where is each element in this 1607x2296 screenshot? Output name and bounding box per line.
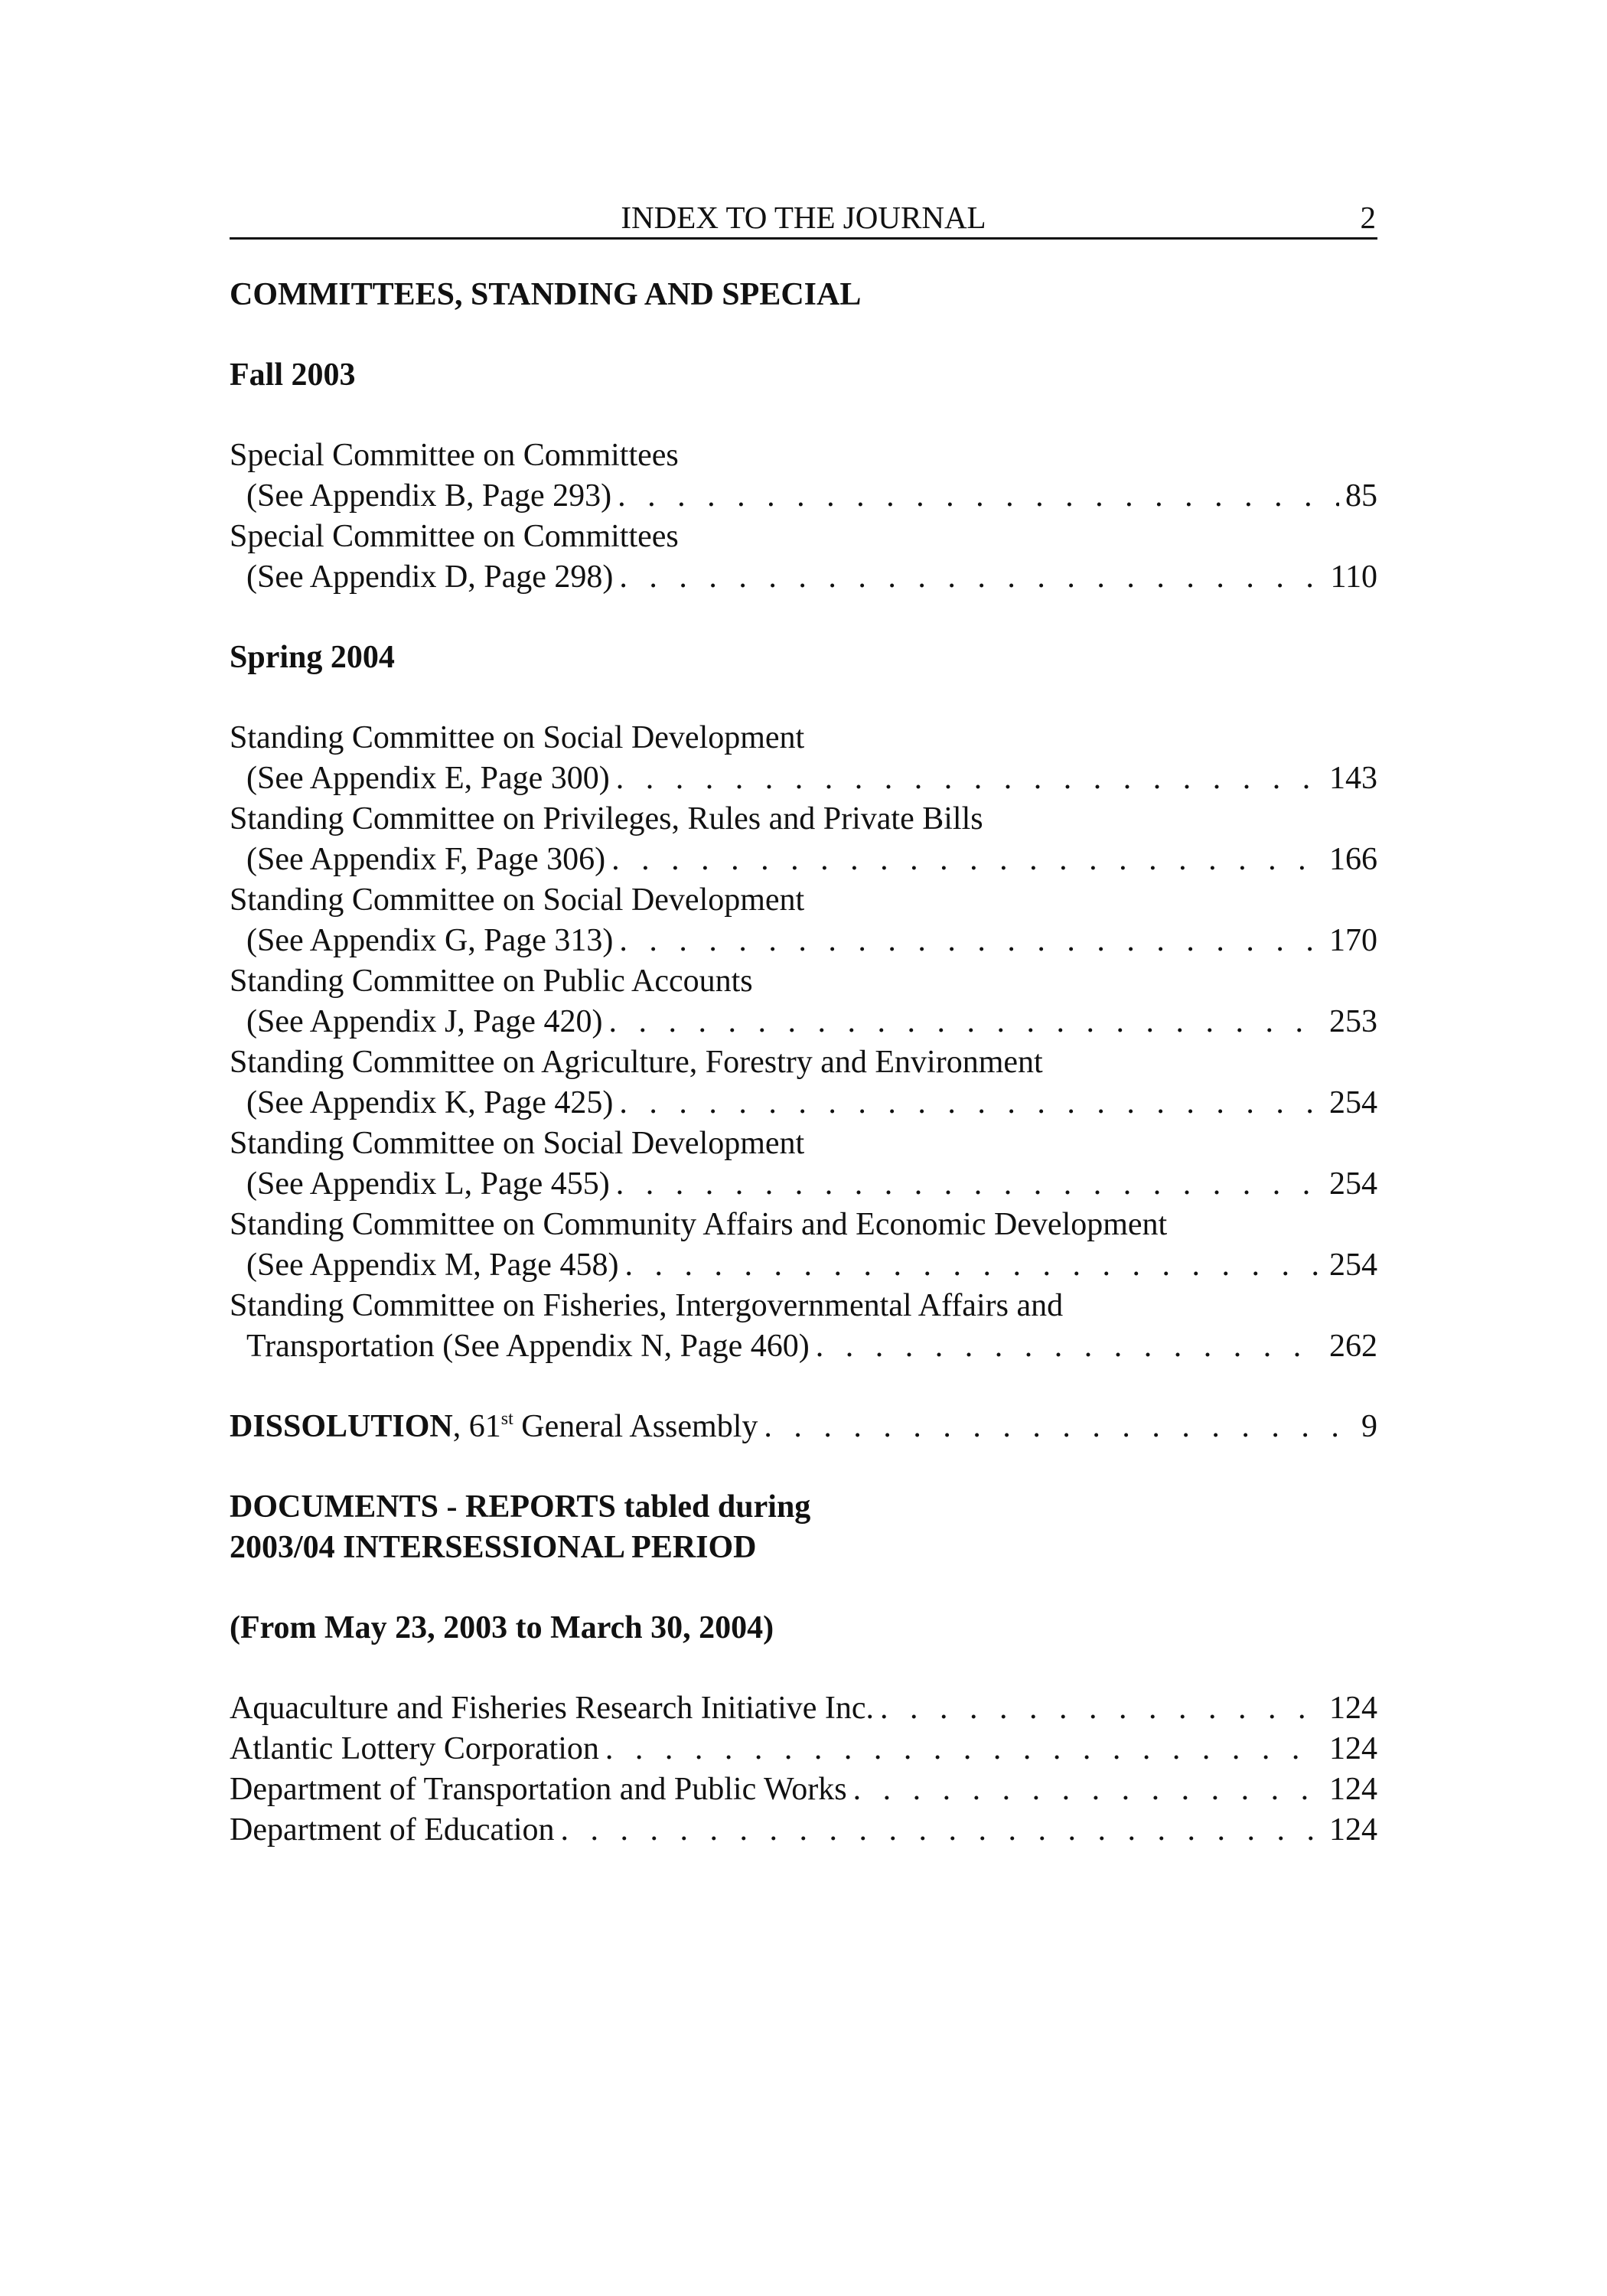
documents-heading-line-2: 2003/04 INTERSESSIONAL PERIOD xyxy=(230,1530,757,1565)
dot-leader xyxy=(616,1164,1323,1205)
index-entry-reference-line xyxy=(230,1164,1377,1205)
dot-leader xyxy=(611,840,1323,880)
spring-2004-entries xyxy=(230,718,1377,1367)
dot-leader xyxy=(608,1002,1323,1042)
journal-index-page xyxy=(230,191,1377,1851)
index-entry-reference-line xyxy=(230,840,1377,880)
dot-leader xyxy=(619,1083,1323,1124)
documents-period-heading: (From May 23, 2003 to March 30, 2004) xyxy=(230,1610,774,1645)
spring-2004-heading: Spring 2004 xyxy=(230,640,395,675)
index-entry-page: 143 xyxy=(1329,761,1377,796)
index-entry-page: 170 xyxy=(1329,923,1377,958)
index-entry-reference: (See Appendix K, Page 425) xyxy=(246,1085,614,1120)
index-entry-page: 253 xyxy=(1329,1004,1377,1039)
dot-leader xyxy=(624,1245,1323,1286)
index-entry-reference-line xyxy=(230,758,1377,799)
document-entry-title: Department of Transportation and Public Works xyxy=(230,1772,847,1807)
dissolution-label: DISSOLUTION xyxy=(230,1409,453,1444)
documents-entries xyxy=(230,1688,1377,1851)
index-entry-reference-line xyxy=(230,1002,1377,1042)
document-entry-page: 124 xyxy=(1329,1731,1377,1766)
dot-leader xyxy=(561,1810,1323,1851)
document-entry-title: Aquaculture and Fisheries Research Initiative Inc. xyxy=(230,1691,875,1726)
index-entry-reference: (See Appendix G, Page 313) xyxy=(246,923,614,958)
fall-2003-heading: Fall 2003 xyxy=(230,357,356,393)
index-entry-page: 85 xyxy=(1345,478,1377,514)
index-entry-title: Standing Committee on Social Development xyxy=(230,882,805,918)
document-entry xyxy=(230,1688,1377,1729)
dissolution-text xyxy=(230,1407,764,1447)
documents-heading-line-1: DOCUMENTS - REPORTS tabled during xyxy=(230,1489,811,1525)
page-number: 2 xyxy=(1360,200,1376,235)
index-entry-reference: (See Appendix L, Page 455) xyxy=(246,1166,610,1202)
index-entry-title: Standing Committee on Agriculture, Forestry and Environment xyxy=(230,1045,1043,1080)
index-entry-reference: (See Appendix E, Page 300) xyxy=(246,761,610,796)
index-entry-reference: (See Appendix B, Page 293) xyxy=(246,478,612,514)
index-entry-page: 254 xyxy=(1329,1166,1377,1202)
index-entry-reference-line xyxy=(230,557,1377,598)
index-entry-reference-line xyxy=(230,1083,1377,1124)
index-entry-page: 254 xyxy=(1329,1247,1377,1283)
dot-leader xyxy=(816,1326,1323,1367)
dot-leader xyxy=(619,921,1323,961)
document-entry xyxy=(230,1769,1377,1810)
index-entry-reference: (See Appendix J, Page 420) xyxy=(246,1004,603,1039)
running-header xyxy=(230,191,1377,240)
dot-leader xyxy=(605,1729,1323,1769)
index-entry-title: Standing Committee on Community Affairs and Economic Development xyxy=(230,1207,1168,1242)
dot-leader xyxy=(616,758,1323,799)
index-entry-page: 166 xyxy=(1329,842,1377,877)
index-entry-page: 262 xyxy=(1329,1329,1377,1364)
dissolution-separator: , 61 xyxy=(452,1409,501,1444)
index-entry-page: 254 xyxy=(1329,1085,1377,1120)
committees-heading: COMMITTEES, STANDING AND SPECIAL xyxy=(230,277,862,312)
documents-heading xyxy=(230,1487,1377,1568)
index-entry-title: Standing Committee on Privileges, Rules and Private Bills xyxy=(230,801,983,837)
index-entry-title: Standing Committee on Fisheries, Intergovernmental Affairs and xyxy=(230,1288,1064,1323)
index-entry-page: 110 xyxy=(1330,559,1377,595)
dot-leader xyxy=(880,1688,1323,1729)
dot-leader xyxy=(764,1407,1355,1447)
dot-leader xyxy=(618,476,1339,517)
index-entry-title: Special Committee on Committees xyxy=(230,438,679,473)
index-entry-reference: (See Appendix D, Page 298) xyxy=(246,559,614,595)
index-entry-reference: (See Appendix M, Page 458) xyxy=(246,1247,619,1283)
document-entry-title: Department of Education xyxy=(230,1812,555,1848)
document-entry xyxy=(230,1729,1377,1769)
ordinal-superscript: st xyxy=(500,1409,513,1429)
index-entry-reference-line xyxy=(230,921,1377,961)
dot-leader xyxy=(619,557,1324,598)
document-entry xyxy=(230,1810,1377,1851)
dissolution-page: 9 xyxy=(1361,1409,1377,1444)
index-entry-reference-line xyxy=(230,1326,1377,1367)
index-entry-reference-line xyxy=(230,1245,1377,1286)
index-entry-reference: Transportation (See Appendix N, Page 460) xyxy=(246,1329,810,1364)
document-entry-title: Atlantic Lottery Corporation xyxy=(230,1731,599,1766)
index-entry-title: Standing Committee on Social Development xyxy=(230,720,805,755)
dot-leader xyxy=(853,1769,1323,1810)
fall-2003-entries xyxy=(230,435,1377,598)
index-entry-title: Standing Committee on Public Accounts xyxy=(230,964,753,999)
dissolution-entry xyxy=(230,1407,1377,1447)
dissolution-description: General Assembly xyxy=(513,1409,758,1444)
document-entry-page: 124 xyxy=(1329,1691,1377,1726)
index-entry-title: Standing Committee on Social Development xyxy=(230,1126,805,1161)
document-entry-page: 124 xyxy=(1329,1812,1377,1848)
document-entry-page: 124 xyxy=(1329,1772,1377,1807)
running-title: INDEX TO THE JOURNAL xyxy=(621,200,986,235)
index-entry-reference: (See Appendix F, Page 306) xyxy=(246,842,606,877)
index-entry-reference-line xyxy=(230,476,1377,517)
index-entry-title: Special Committee on Committees xyxy=(230,519,679,554)
